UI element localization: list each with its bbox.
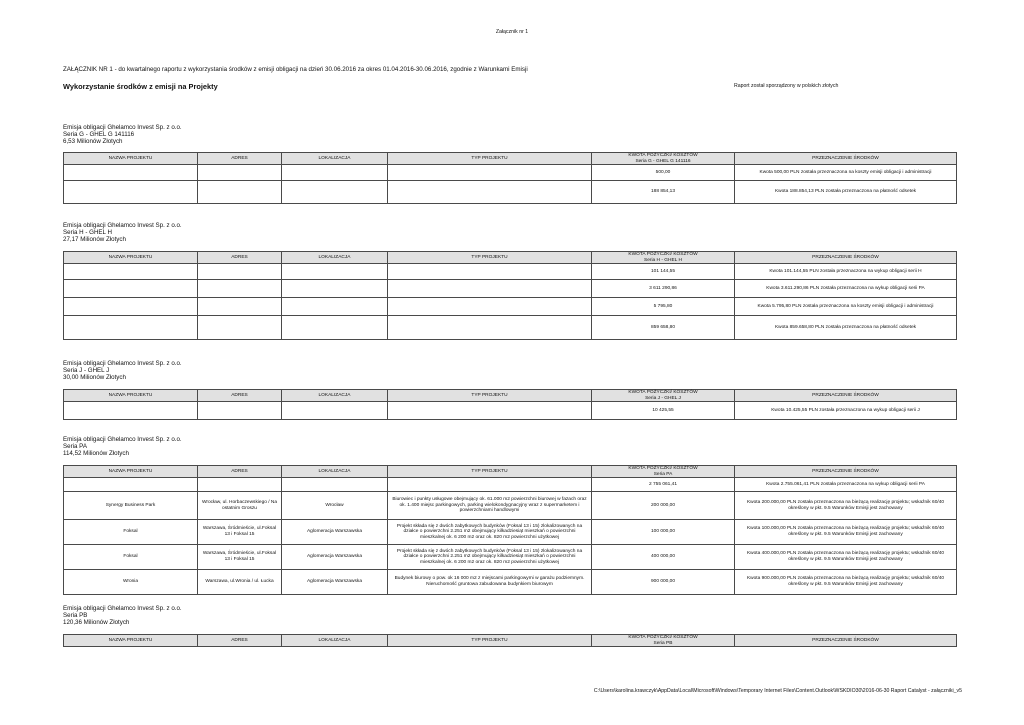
projects-table bbox=[63, 251, 957, 340]
projects-table bbox=[63, 634, 957, 647]
cell-allocation: Kwota 859.658,80 PLN została przeznaczona na płatność odsetek bbox=[735, 316, 957, 340]
header-location: LOKALIZACJA bbox=[282, 466, 388, 478]
header-project-type: TYP PROJEKTU bbox=[388, 153, 592, 165]
cell-location bbox=[282, 264, 388, 280]
section-label bbox=[63, 436, 182, 457]
header-project-name: NAZWA PROJEKTU bbox=[64, 635, 198, 647]
cell-location bbox=[282, 402, 388, 420]
header-allocation: PRZEZNACZENIE ŚRODKÓW bbox=[735, 252, 957, 264]
cell-type bbox=[388, 478, 592, 492]
cell-type bbox=[388, 264, 592, 280]
cell-address bbox=[198, 298, 282, 316]
header-location: LOKALIZACJA bbox=[282, 153, 388, 165]
cell-amount: 101 144,55 bbox=[592, 264, 735, 280]
header-project-type: TYP PROJEKTU bbox=[388, 390, 592, 402]
table-row bbox=[64, 570, 957, 595]
table-row bbox=[64, 264, 957, 280]
table-header-row bbox=[64, 390, 957, 402]
table-header-row bbox=[64, 252, 957, 264]
cell-amount: 5 795,80 bbox=[592, 298, 735, 316]
cell-amount: 2 755 061,41 bbox=[592, 478, 735, 492]
section-amount: 6,53 Milionów Złotych bbox=[63, 138, 123, 145]
header-location: LOKALIZACJA bbox=[282, 390, 388, 402]
header-cost-amount: KWOTA POŻYCZKI/ KOSZTÓW Seria H - GHEL H bbox=[592, 252, 735, 264]
section-amount: 120,36 Milionów Złotych bbox=[63, 619, 130, 626]
cell-name bbox=[64, 181, 198, 204]
section-label bbox=[63, 360, 182, 381]
cell-allocation: Kwota 900.000,00 PLN została przeznaczona na bieżącą realizację projektu; wskaźnik 60/40 określony w pkt. 9.5 Warunków Emisji jest zachowany bbox=[735, 570, 957, 595]
cell-address bbox=[198, 280, 282, 298]
header-address: ADRES bbox=[198, 390, 282, 402]
table-row bbox=[64, 492, 957, 520]
cell-allocation: Kwota 10.425,55 PLN została przeznaczona na wykup obligacji serii J bbox=[735, 402, 957, 420]
cell-type bbox=[388, 316, 592, 340]
cell-name bbox=[64, 478, 198, 492]
section-series: Seria H - GHEL H bbox=[63, 229, 112, 236]
cell-type bbox=[388, 280, 592, 298]
sub-heading: Wykorzystanie środków z emisji na Projekty bbox=[63, 82, 218, 91]
cell-type: Projekt składa się z dwóch zabytkowych budynków (Foksal 13 i 15) zlokalizowanych na działce o powierzchni 2.251 m2 obejmujący kilkadziesiąt mieszkań o powierzchni mieszkalnej ok. 6 200 m2 oraz ok. 820 m2 powierzchni użytkowej bbox=[388, 545, 592, 570]
section-issuer: Emisja obligacji Ghelamco Invest Sp. z o.o. bbox=[63, 222, 182, 229]
cell-address bbox=[198, 264, 282, 280]
cell-type: Projekt składa się z dwóch zabytkowych budynków (Foksal 13 i 15) zlokalizowanych na działce o powierzchni 2.251 m2 obejmujący kilkadziesiąt mieszkań o powierzchni mieszkalnej ok. 6 200 m2 oraz ok. 820 m2 powierzchni użytkowej bbox=[388, 520, 592, 545]
header-allocation: PRZEZNACZENIE ŚRODKÓW bbox=[735, 466, 957, 478]
cell-amount: 400 000,00 bbox=[592, 545, 735, 570]
header-location: LOKALIZACJA bbox=[282, 635, 388, 647]
table-row bbox=[64, 280, 957, 298]
header-location: LOKALIZACJA bbox=[282, 252, 388, 264]
cell-type bbox=[388, 181, 592, 204]
table-header-row bbox=[64, 153, 957, 165]
cell-location: Aglomeracja Warszawska bbox=[282, 570, 388, 595]
cell-address: Warszawa, Śródmieście, ul.Foksal 13 i Foksal 15 bbox=[198, 545, 282, 570]
header-series-sub: Seria PB bbox=[653, 640, 673, 646]
currency-note: Raport został sporządzony w polskich złotych bbox=[734, 83, 839, 89]
cell-allocation: Kwota 101.144,55 PLN została przeznaczona na wykup obligacji serii H bbox=[735, 264, 957, 280]
table-row bbox=[64, 316, 957, 340]
table-header-row bbox=[64, 635, 957, 647]
cell-name bbox=[64, 280, 198, 298]
table-header-row bbox=[64, 466, 957, 478]
cell-location bbox=[282, 280, 388, 298]
header-project-name: NAZWA PROJEKTU bbox=[64, 153, 198, 165]
header-allocation: PRZEZNACZENIE ŚRODKÓW bbox=[735, 390, 957, 402]
header-project-type: TYP PROJEKTU bbox=[388, 635, 592, 647]
header-cost-amount: KWOTA POŻYCZKI/ KOSZTÓW Seria PB bbox=[592, 635, 735, 647]
cell-allocation: Kwota 2.755.061,41 PLN została przeznaczona na wykup obligacji serii PA bbox=[735, 478, 957, 492]
section-issuer: Emisja obligacji Ghelamco Invest Sp. z o.o. bbox=[63, 124, 182, 131]
table-row bbox=[64, 402, 957, 420]
projects-table bbox=[63, 465, 957, 595]
header-project-name: NAZWA PROJEKTU bbox=[64, 466, 198, 478]
cell-address: Warszawa, ul.Wronia / ul. Łucka bbox=[198, 570, 282, 595]
cell-name: Synergy Business Park bbox=[64, 492, 198, 520]
header-cost-amount: KWOTA POŻYCZKI/ KOSZTÓW Seria G - GHEL G 141116 bbox=[592, 153, 735, 165]
table-row bbox=[64, 165, 957, 181]
section-label bbox=[63, 222, 182, 243]
header-address: ADRES bbox=[198, 466, 282, 478]
projects-table bbox=[63, 152, 957, 204]
cell-type bbox=[388, 165, 592, 181]
attachment-label: Załącznik nr 1 bbox=[495, 29, 529, 35]
cell-amount: 500,00 bbox=[592, 165, 735, 181]
cell-allocation: Kwota 5.795,80 PLN została przeznaczona na koszty emisji obligacji i administracji bbox=[735, 298, 957, 316]
cell-name: Wronia bbox=[64, 570, 198, 595]
cell-type bbox=[388, 298, 592, 316]
cell-amount: 188 854,13 bbox=[592, 181, 735, 204]
cell-address bbox=[198, 402, 282, 420]
cell-address bbox=[198, 316, 282, 340]
cell-name bbox=[64, 298, 198, 316]
cell-location: Aglomeracja Warszawska bbox=[282, 520, 388, 545]
cell-location bbox=[282, 478, 388, 492]
header-project-type: TYP PROJEKTU bbox=[388, 466, 592, 478]
header-project-name: NAZWA PROJEKTU bbox=[64, 390, 198, 402]
cell-location: Wrocław bbox=[282, 492, 388, 520]
section-issuer: Emisja obligacji Ghelamco Invest Sp. z o.o. bbox=[63, 605, 182, 612]
cell-amount: 200 000,00 bbox=[592, 492, 735, 520]
table-row bbox=[64, 520, 957, 545]
cell-address: Warszawa, Śródmieście, ul.Foksal 13 i Foksal 15 bbox=[198, 520, 282, 545]
cell-type bbox=[388, 402, 592, 420]
footer-path: C:\Users\karolina.krawczyk\AppData\Local\Microsoft\Windows\Temporary Internet Files\Content.Outlook\WSKDIO30\2016-06-30 Raport Catalyst - załączniki_v5 bbox=[593, 688, 962, 694]
cell-name: Foksal bbox=[64, 545, 198, 570]
header-project-name: NAZWA PROJEKTU bbox=[64, 252, 198, 264]
cell-amount: 3 611 290,86 bbox=[592, 280, 735, 298]
header-series-sub: Seria J - GHEL J bbox=[645, 395, 681, 401]
cell-name bbox=[64, 264, 198, 280]
header-series-sub: Seria H - GHEL H bbox=[644, 257, 682, 263]
cell-location: Aglomeracja Warszawska bbox=[282, 545, 388, 570]
cell-name bbox=[64, 316, 198, 340]
cell-address bbox=[198, 478, 282, 492]
header-series-sub: Seria PA bbox=[653, 471, 673, 477]
cell-name bbox=[64, 165, 198, 181]
table-row bbox=[64, 181, 957, 204]
projects-table bbox=[63, 389, 957, 420]
cell-allocation: Kwota 400.000,00 PLN została przeznaczona na bieżącą realizację projektu; wskaźnik 60/40 określony w pkt. 9.5 Warunków Emisji jest zachowany bbox=[735, 545, 957, 570]
header-address: ADRES bbox=[198, 252, 282, 264]
cell-type: Biurowiec i punkty usługowe obejmujący ok. 61.000 m2 powierzchni biurowej w fazach oraz ok. 1.400 miejsc parkingowych, parking wielokondygnacyjny wraz z supermarketem i powierzchniami handlowymi bbox=[388, 492, 592, 520]
cell-allocation: Kwota 200.000,00 PLN została przeznaczona na bieżącą realizację projektu; wskaźnik 60/40 określony w pkt. 9.5 Warunków Emisji jest zachowany bbox=[735, 492, 957, 520]
cell-allocation: Kwota 500,00 PLN została przeznaczona na koszty emisji obligacji i administracji bbox=[735, 165, 957, 181]
cell-location bbox=[282, 165, 388, 181]
cell-location bbox=[282, 298, 388, 316]
header-address: ADRES bbox=[198, 153, 282, 165]
section-series: Seria G - GHEL G 141116 bbox=[63, 131, 135, 138]
header-project-type: TYP PROJEKTU bbox=[388, 252, 592, 264]
cell-location bbox=[282, 316, 388, 340]
cell-type: Budynek biurowy o pow. ok 16 000 m2 z miejscami parkingowymi w garażu podziemnym. Nieruchomość gruntowa zabudowana budynkiem biurowym bbox=[388, 570, 592, 595]
table-row bbox=[64, 478, 957, 492]
section-amount: 30,00 Milionów Złotych bbox=[63, 374, 126, 381]
section-issuer: Emisja obligacji Ghelamco Invest Sp. z o.o. bbox=[63, 360, 182, 367]
header-series-sub: Seria G - GHEL G 141116 bbox=[635, 158, 691, 164]
section-amount: 114,52 Milionów Złotych bbox=[63, 450, 129, 457]
cell-amount: 900 000,00 bbox=[592, 570, 735, 595]
section-issuer: Emisja obligacji Ghelamco Invest Sp. z o.o. bbox=[63, 436, 182, 443]
main-heading: ZAŁĄCZNIK NR 1 - do kwartalnego raportu z wykorzystania środków z emisji obligacji na dzień 30.06.2016 za okres 01.04.2016-30.06.2016, zgodnie z Warunkami Emisji bbox=[63, 66, 528, 73]
cell-location bbox=[282, 181, 388, 204]
cell-name bbox=[64, 402, 198, 420]
header-cost-amount: KWOTA POŻYCZKI/ KOSZTÓW Seria PA bbox=[592, 466, 735, 478]
header-allocation: PRZEZNACZENIE ŚRODKÓW bbox=[735, 635, 957, 647]
section-label bbox=[63, 124, 182, 145]
section-label bbox=[63, 605, 182, 626]
header-address: ADRES bbox=[198, 635, 282, 647]
table-row bbox=[64, 298, 957, 316]
cell-amount: 859 658,80 bbox=[592, 316, 735, 340]
section-series: Seria PA bbox=[63, 443, 87, 450]
cell-amount: 100 000,00 bbox=[592, 520, 735, 545]
header-allocation: PRZEZNACZENIE ŚRODKÓW bbox=[735, 153, 957, 165]
header-cost-amount: KWOTA POŻYCZKI/ KOSZTÓW Seria J - GHEL J bbox=[592, 390, 735, 402]
cell-allocation: Kwota 188.854,13 PLN została przeznaczona na płatność odsetek bbox=[735, 181, 957, 204]
section-amount: 27,17 Milionów Złotych bbox=[63, 236, 126, 243]
cell-allocation: Kwota 3.611.290,86 PLN została przeznaczona na wykup obligacji serii PA bbox=[735, 280, 957, 298]
cell-address: Wrocław, ul. Horbaczewskiego / Na ostatnim Groszu bbox=[198, 492, 282, 520]
table-row bbox=[64, 545, 957, 570]
cell-address bbox=[198, 181, 282, 204]
cell-amount: 10 425,55 bbox=[592, 402, 735, 420]
section-series: Seria PB bbox=[63, 612, 88, 619]
cell-address bbox=[198, 165, 282, 181]
cell-allocation: Kwota 100.000,00 PLN została przeznaczona na bieżącą realizację projektu; wskaźnik 60/40 określony w pkt. 9.5 Warunków Emisji jest zachowany bbox=[735, 520, 957, 545]
section-series: Seria J - GHEL J bbox=[63, 367, 110, 374]
cell-name: Foksal bbox=[64, 520, 198, 545]
